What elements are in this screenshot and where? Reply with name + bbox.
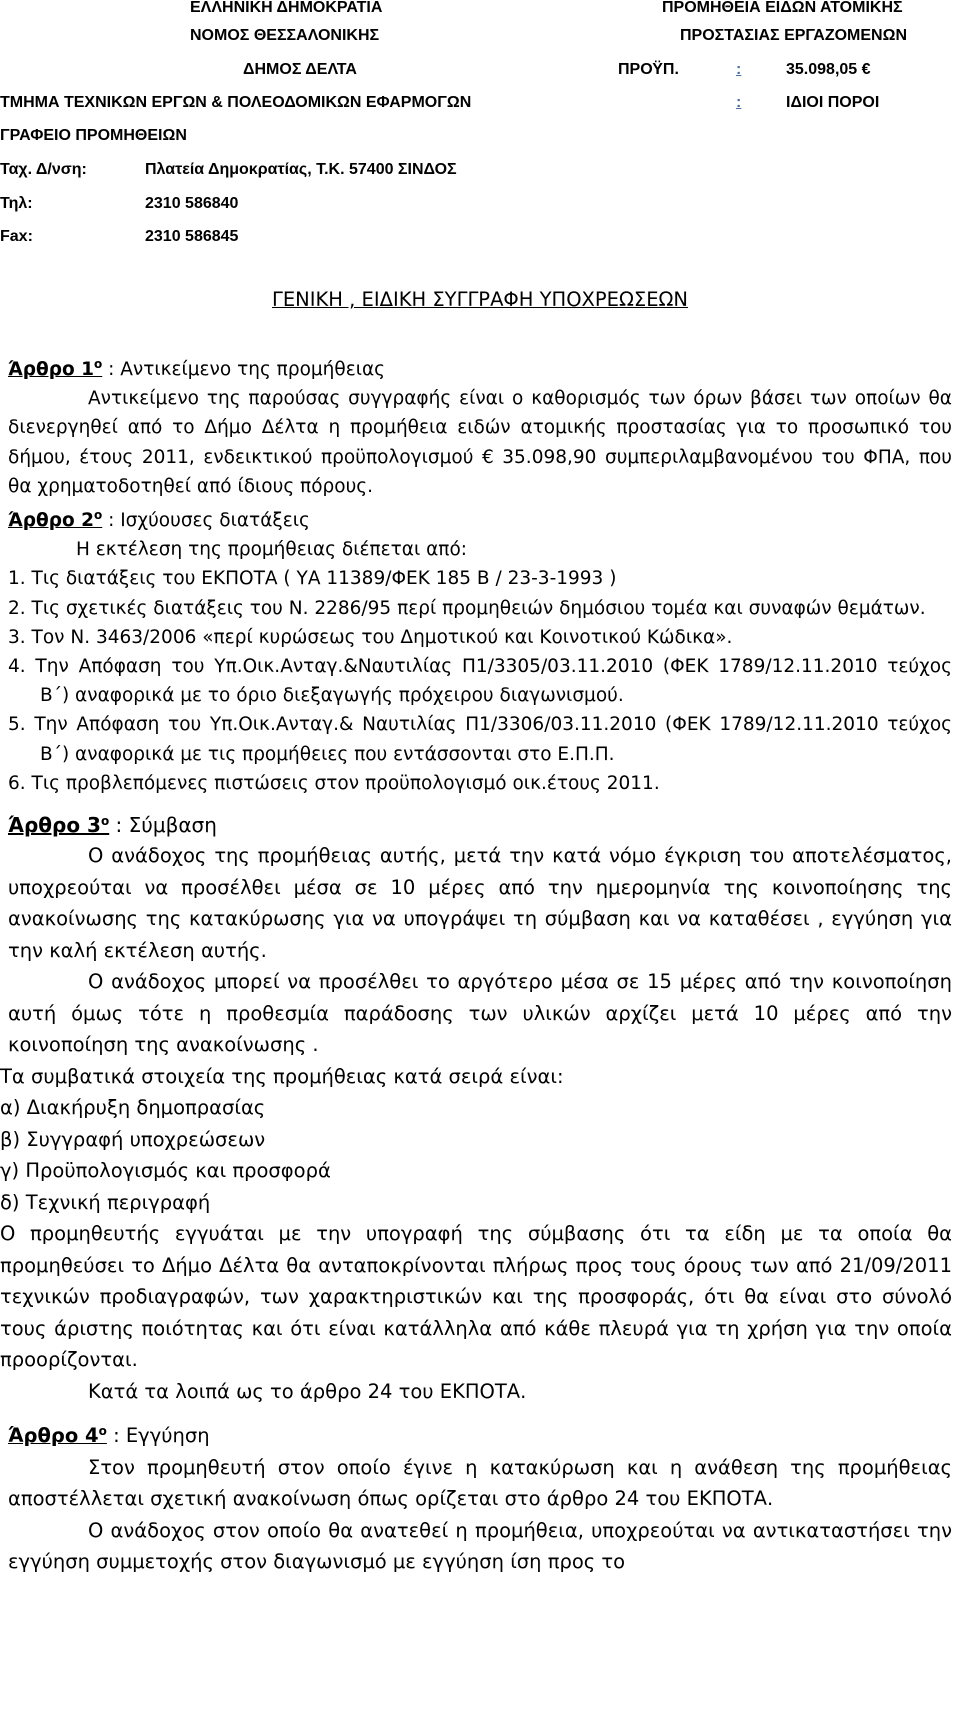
article-3-paragraph-2: Ο ανάδοχος μπορεί να προσέλθει το αργότερο μέσα σε 15 μέρες από την κοινοποίηση αυτή όμως τότε η προθεσμία παράδοσης των υλικών αρχίζει μετά 10 μέρες από την κοινοποίηση της ανακοίνωσης . xyxy=(8,970,952,1057)
phone-value: 2310 586840 xyxy=(145,195,239,212)
article-2-item: 1. Τις διατάξεις του ΕΚΠΟΤΑ ( ΥΑ 11389/ΦΕΚ 185 Β / 23-3-1993 ) xyxy=(8,568,617,590)
article-2-item: 5. Την Απόφαση του Υπ.Οικ.Ανταγ.& Ναυτιλίας Π1/3306/03.11.2010 (ΦΕΚ 1789/12.11.2010 τεύχος Β΄) αναφορικά με τις προμήθειες που εντάσσονται στο Ε.Π.Π. xyxy=(8,714,952,765)
contract-element: β) Συγγραφή υποχρεώσεων xyxy=(0,1127,266,1151)
phone-label: Τηλ: xyxy=(0,195,33,212)
funding-value: ΙΔΙΟΙ ΠΟΡΟΙ xyxy=(786,94,880,111)
article-3-paragraph-3: Ο προμηθευτής εγγυάται με την υπογραφή της σύμβασης ότι τα είδη με τα οποία θα προμηθεύσει το Δήμο Δέλτα θα ανταποκρίνονται πλήρως προς τους όρους των από 21/09/2011 τεχνικών προδιαγραφών, των χαρακτηριστικών και της προσφοράς, ότι θα είναι στο σύνολό τους άριστης ποιότητας και ότι είναι κατάλληλα από κάθε πλευρά για τη χρήση για την οποία προορίζονται. xyxy=(0,1222,952,1372)
article-3-paragraph-1: Ο ανάδοχος της προμήθειας αυτής, μετά την κατά νόμο έγκριση του αποτελέσματος, υποχρεούται να προσέλθει μέσα σε 10 μέρες από την ημερομηνία της κοινοποίησης της ανακοίνωσης της κατακύρωσης για να υπογράψει τη σύμβαση και να καταθέσει , εγγύηση για την καλή εκτέλεση αυτής. xyxy=(8,844,952,962)
article-4-paragraph-1: Στον προμηθευτή στον οποίο έγινε η κατακύρωση και η ανάθεση της προμήθειας αποστέλλεται σχετική ανακοίνωση όπως ορίζεται στο άρθρο 24 του ΕΚΠΟΤΑ. xyxy=(8,1455,952,1511)
article-4-paragraph-2: Ο ανάδοχος στον οποίο θα ανατεθεί η προμήθεια, υποχρεούται να αντικαταστήσει την εγγύηση συμμετοχής στον διαγωνισμό με εγγύηση ίση προς το xyxy=(8,1518,952,1574)
article-4-title: : Εγγύηση xyxy=(106,1424,210,1448)
document-body xyxy=(0,350,952,1578)
article-2-intro: Η εκτέλεση της προμήθειας διέπεται από: xyxy=(76,539,467,561)
contract-element: δ) Τεχνική περιγραφή xyxy=(0,1190,211,1214)
article-3-label: Άρθρο $3^o$ xyxy=(8,813,110,838)
article-2-item: 6. Τις προβλεπόμενες πιστώσεις στον προϋπολογισμό οικ.έτους 2011. xyxy=(8,772,660,794)
address-value: Πλατεία Δημοκρατίας, Τ.Κ. 57400 ΣΙΝΔΟΣ xyxy=(145,161,457,178)
article-4-heading xyxy=(8,1420,952,1452)
contract-element: γ) Προϋπολογισμός και προσφορά xyxy=(0,1159,331,1183)
article-3-title: : Σύμβαση xyxy=(109,813,217,838)
fax-label: Fax: xyxy=(0,228,33,245)
funding-separator: : xyxy=(736,94,742,111)
article-2-item: 3. Τον Ν. 3463/2006 «περί κυρώσεως του Δημοτικού και Κοινοτικού Κώδικα». xyxy=(8,626,733,648)
budget-separator: : xyxy=(736,61,742,78)
fax-value: 2310 586845 xyxy=(145,228,239,245)
article-1-title: : Αντικείμενο της προμήθειας xyxy=(102,359,386,380)
budget-value: 35.098,05 € xyxy=(786,61,871,78)
article-2-item: 4. Την Απόφαση του Υπ.Οικ.Ανταγ.&Ναυτιλίας Π1/3305/03.11.2010 (ΦΕΚ 1789/12.11.2010 τεύχος Β΄) αναφορικά με το όριο διεξαγωγής πρόχειρου διαγωνισμού. xyxy=(8,656,952,707)
article-2-heading xyxy=(8,506,952,535)
header-office: ΓΡΑΦΕΙΟ ΠΡΟΜΗΘΕΙΩΝ xyxy=(0,127,187,144)
address-label: Ταχ. Δ/νση: xyxy=(0,161,87,178)
header-prefecture: ΝΟΜΟΣ ΘΕΣΣΑΛΟΝΙΚΗΣ xyxy=(190,27,380,44)
article-3-paragraph-4: Κατά τα λοιπά ως το άρθρο 24 του ΕΚΠΟΤΑ. xyxy=(88,1379,527,1403)
document-title: ΓΕΝΙΚΗ , ΕΙΔΙΚΗ ΣΥΓΓΡΑΦΗ ΥΠΟΧΡΕΩΣΕΩΝ xyxy=(271,288,689,311)
article-3-heading xyxy=(8,811,952,840)
article-2-item: 2. Τις σχετικές διατάξεις του Ν. 2286/95 περί προμηθειών δημόσιου τομέα και συναφών θεμάτων. xyxy=(8,597,926,619)
article-4-label: Άρθρο $4^o$ xyxy=(8,1424,107,1448)
article-3-list-intro: Τα συμβατικά στοιχεία της προμήθειας κατά σειρά είναι: xyxy=(0,1064,564,1088)
article-1-heading xyxy=(8,355,952,384)
project-title-line1: ΠΡΟΜΗΘΕΙΑ ΕΙΔΩΝ ΑΤΟΜΙΚΗΣ xyxy=(662,0,903,16)
header-municipality: ΔΗΜΟΣ ΔΕΛΤΑ xyxy=(243,61,357,78)
header-country: ΕΛΛΗΝΙΚΗ ΔΗΜΟΚΡΑΤΙΑ xyxy=(190,0,383,16)
project-title-line2: ΠΡΟΣΤΑΣΙΑΣ ΕΡΓΑΖΟΜΕΝΩΝ xyxy=(680,27,907,44)
article-1-label: Άρθρο $1^o$ xyxy=(8,357,103,380)
contract-element: α) Διακήρυξη δημοπρασίας xyxy=(0,1096,266,1120)
budget-label: ΠΡΟΫΠ. xyxy=(618,61,679,78)
article-1-text: Αντικείμενο της παρούσας συγγραφής είναι ο καθορισμός των όρων βάσει των οποίων θα διενεργηθεί από το Δήμο Δέλτα η προμήθεια ειδών ατομικής προστασίας για το προσωπικό του δήμου, έτους 2011, ενδεικτικού προϋπολογισμού € 35.098,90 συμπεριλαμβανομένου του ΦΠΑ, που θα χρηματοδοτηθεί από ίδιους πόρους. xyxy=(8,388,952,497)
article-2-title: : Ισχύουσες διατάξεις xyxy=(102,510,310,532)
article-2-label: Άρθρο $2^o$ xyxy=(8,508,103,532)
header-department: ΤΜΗΜΑ ΤΕΧΝΙΚΩΝ ΕΡΓΩΝ & ΠΟΛΕΟΔΟΜΙΚΩΝ ΕΦΑΡΜΟΓΩΝ xyxy=(0,94,472,111)
